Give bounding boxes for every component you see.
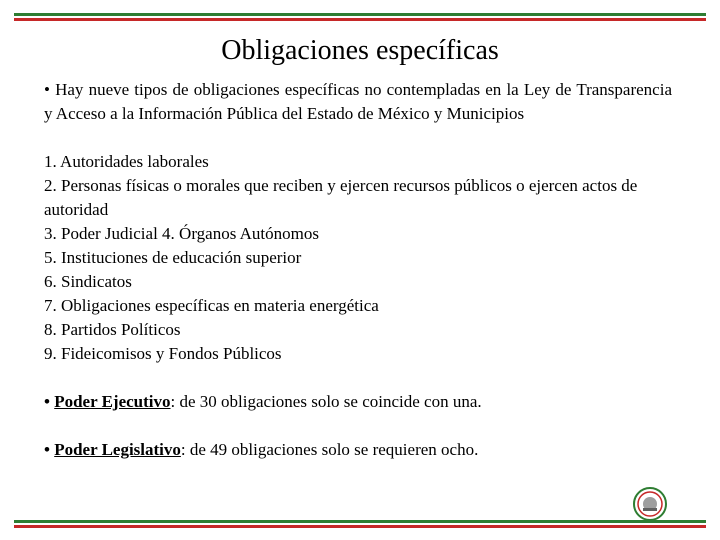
list-item: 5. Instituciones de educación superior [44,248,302,267]
list-item: 9. Fideicomisos y Fondos Públicos [44,344,282,363]
intro-paragraph: • Hay nueve tipos de obligaciones específicas no contempladas en la Ley de Transparencia y Acceso a la Información Pública del Estado de México y Municipios [44,80,672,123]
list-item: 8. Partidos Políticos [44,320,181,339]
note-bullet: • [44,392,55,411]
slide-content [44,78,672,462]
note-bullet: • [44,440,55,459]
obligations-list [44,150,672,366]
legislative-note [44,438,672,462]
page-title: Obligaciones específicas [221,35,499,66]
bottom-stripes [14,520,706,528]
top-stripes [14,13,706,21]
list-item: 7. Obligaciones específicas en materia energética [44,296,379,315]
senate-seal-icon [632,486,668,522]
list-item: 6. Sindicatos [44,272,132,291]
note-text: : de 49 obligaciones solo se requieren ocho. [180,440,479,459]
note-label: Poder Legislativo [54,440,181,459]
executive-note [44,390,672,414]
note-label: Poder Ejecutivo [54,392,171,411]
list-item: 2. Personas físicas o morales que reciben y ejercen recursos públicos o ejercen actos de autoridad [44,176,638,219]
list-item: 1. Autoridades laborales [44,152,209,171]
note-text: : de 30 obligaciones solo se coincide con una. [170,392,482,411]
list-item: 3. Poder Judicial 4. Órganos Autónomos [44,224,319,243]
